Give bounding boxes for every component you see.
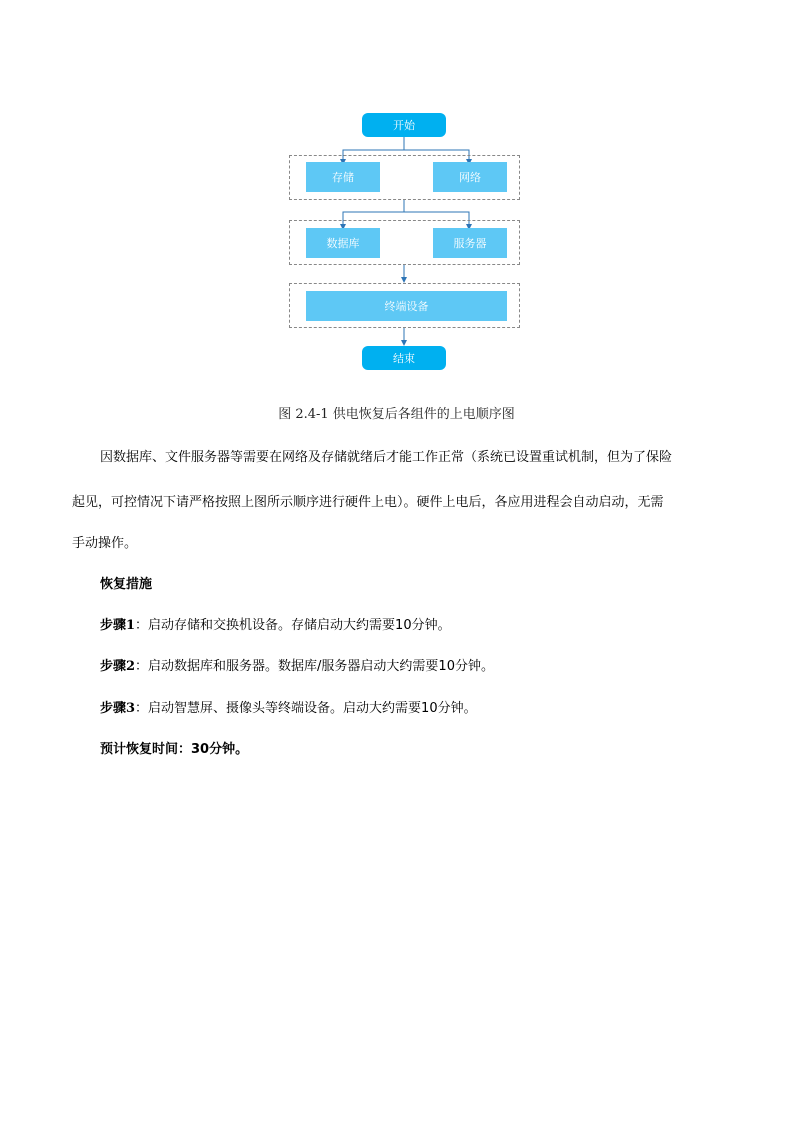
step-3-label: 步骤3	[100, 701, 136, 716]
flow-start-node: 开始	[362, 113, 446, 137]
step-3-text: ：启动智慧屏、摄像头等终端设备。启动大约需要10分钟。	[135, 701, 477, 716]
step-1-text: ：启动存储和交换机设备。存储启动大约需要10分钟。	[135, 618, 451, 633]
step-1-label: 步骤1	[100, 618, 136, 633]
power-sequence-flowchart	[0, 0, 793, 400]
step-2-label: 步骤2	[100, 659, 136, 674]
body-line-1: 因数据库、文件服务器等需要在网络及存储就绪后才能工作正常（系统已设置重试机制，但为了保险	[100, 450, 673, 465]
flow-node-terminal: 终端设备	[306, 291, 507, 321]
step-2	[100, 655, 720, 674]
recovery-heading: 恢复措施	[100, 577, 153, 592]
step-1	[100, 614, 720, 633]
step-3	[100, 697, 720, 716]
estimated-recovery-time: 预计恢复时间：30分钟。	[100, 742, 249, 757]
flow-end-node: 结束	[362, 346, 446, 370]
flow-connectors	[0, 0, 793, 400]
flow-node-database: 数据库	[306, 228, 380, 258]
flow-node-storage: 存储	[306, 162, 380, 192]
body-line-3: 手动操作。	[72, 536, 138, 551]
body-line-2: 起见，可控情况下请严格按照上图所示顺序进行硬件上电）。硬件上电后，各应用进程会自动启动，无需	[72, 495, 664, 510]
step-2-text: ：启动数据库和服务器。数据库/服务器启动大约需要10分钟。	[135, 659, 494, 674]
flow-node-server: 服务器	[433, 228, 507, 258]
flow-node-network: 网络	[433, 162, 507, 192]
figure-caption: 图 2.4-1 供电恢复后各组件的上电顺序图	[278, 407, 515, 422]
